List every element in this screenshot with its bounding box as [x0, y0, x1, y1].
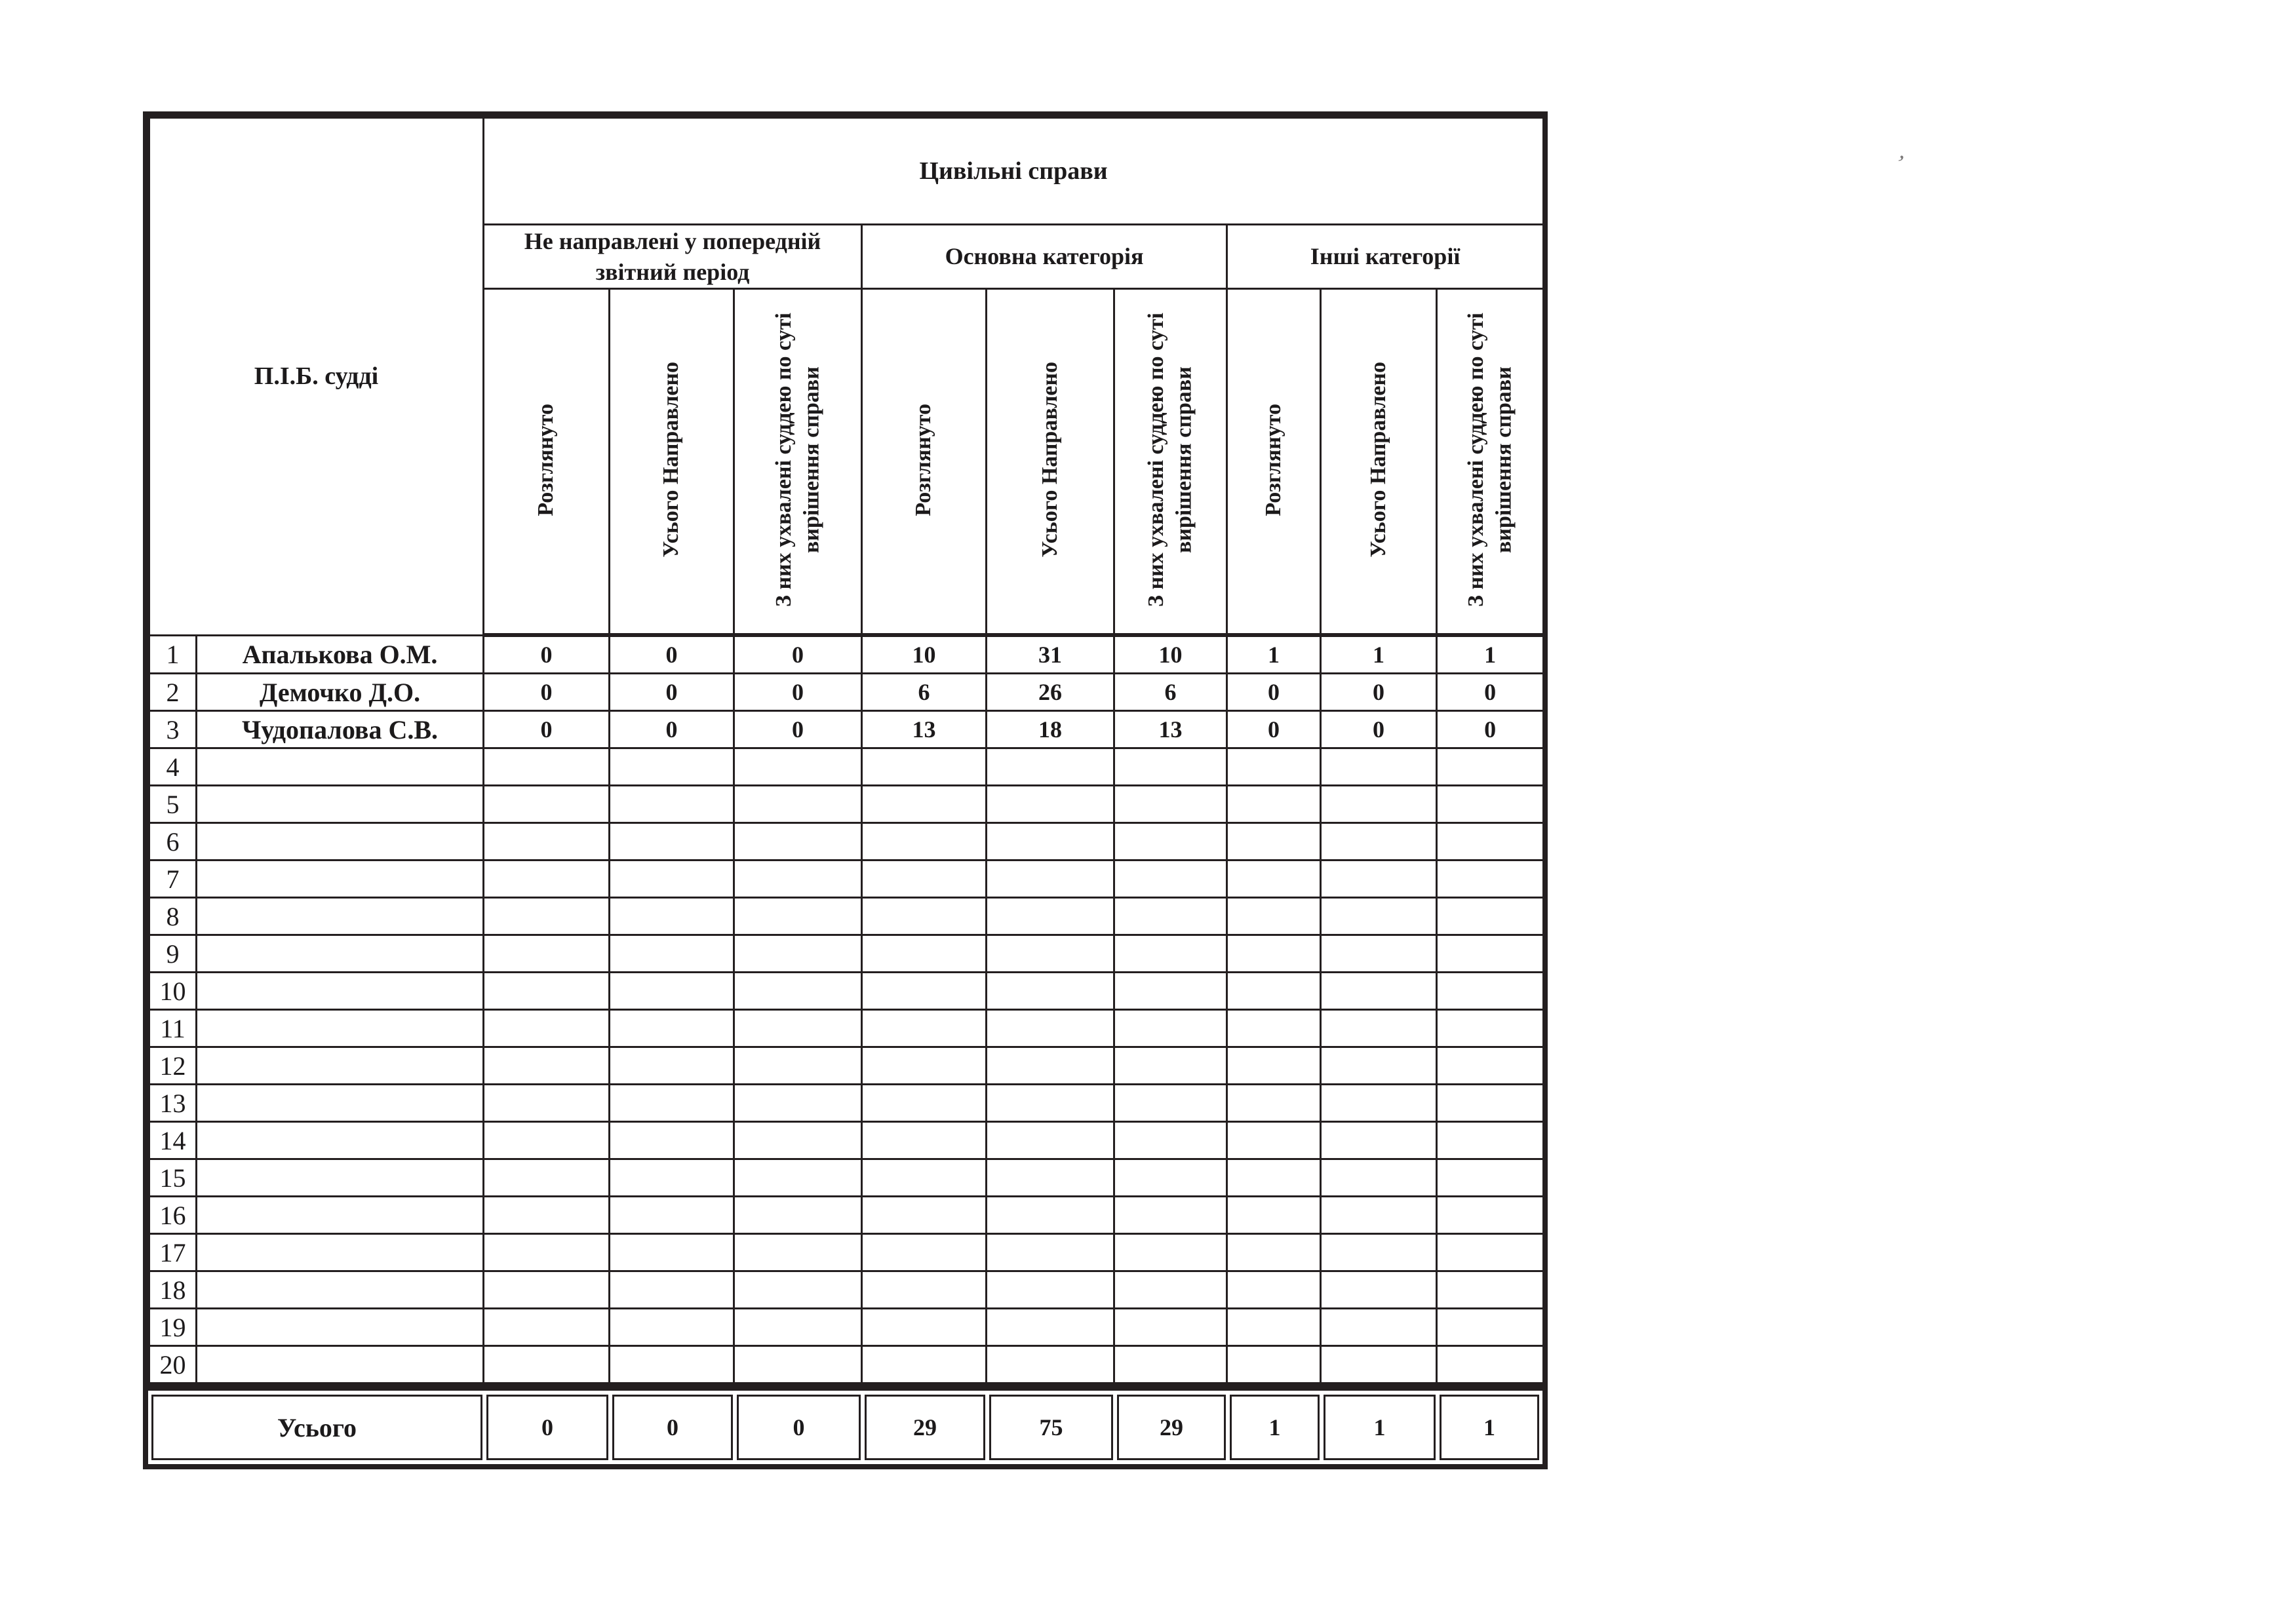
value-cell: 18 — [987, 711, 1114, 748]
judge-name — [197, 1346, 484, 1383]
value-cell — [987, 1122, 1114, 1159]
table-row — [149, 1309, 1544, 1346]
value-cell: 0 — [1437, 674, 1544, 711]
table-row — [149, 1085, 1544, 1122]
value-cell — [734, 1346, 862, 1383]
value-cell — [1437, 973, 1544, 1010]
value-cell — [1114, 860, 1227, 898]
judge-name — [197, 748, 484, 786]
value-cell — [987, 860, 1114, 898]
value-cell — [610, 1010, 734, 1047]
totals-label: Усього — [151, 1395, 482, 1460]
value-cell — [1321, 973, 1437, 1010]
value-cell — [1321, 1159, 1437, 1197]
subheader-considered — [484, 289, 610, 636]
value-cell: 0 — [1437, 711, 1544, 748]
judge-name: Демочко Д.О. — [197, 674, 484, 711]
total-value-cell: 0 — [612, 1395, 733, 1460]
subheader-label: Усього Направлено — [659, 362, 684, 558]
value-cell — [734, 786, 862, 823]
value-cell — [734, 1085, 862, 1122]
judge-name — [197, 1085, 484, 1122]
judge-name — [197, 935, 484, 973]
table-row — [149, 860, 1544, 898]
judge-name — [197, 1122, 484, 1159]
table-row — [149, 1271, 1544, 1309]
value-cell — [1321, 1271, 1437, 1309]
table-row — [149, 1010, 1544, 1047]
row-number: 9 — [149, 935, 197, 973]
value-cell — [484, 1234, 610, 1271]
value-cell — [1321, 1085, 1437, 1122]
total-value-cell: 29 — [865, 1395, 985, 1460]
value-cell: 0 — [610, 711, 734, 748]
value-cell — [1227, 1010, 1321, 1047]
value-cell — [1227, 898, 1321, 935]
value-cell — [862, 1010, 987, 1047]
subheader-considered — [1227, 289, 1321, 636]
total-value-cell: 0 — [737, 1395, 861, 1460]
value-cell — [610, 935, 734, 973]
row-number: 8 — [149, 898, 197, 935]
value-cell — [1114, 1197, 1227, 1234]
value-cell — [1114, 786, 1227, 823]
value-cell — [1437, 1309, 1544, 1346]
value-cell: 0 — [734, 674, 862, 711]
table-row — [149, 635, 1544, 674]
value-cell — [484, 1309, 610, 1346]
value-cell — [734, 898, 862, 935]
row-number: 20 — [149, 1346, 197, 1383]
value-cell — [1321, 1309, 1437, 1346]
subheader-total-sent — [987, 289, 1114, 636]
value-cell: 0 — [734, 711, 862, 748]
row-number: 5 — [149, 786, 197, 823]
row-number: 14 — [149, 1122, 197, 1159]
value-cell: 0 — [1227, 711, 1321, 748]
value-cell: 0 — [610, 674, 734, 711]
value-cell — [862, 786, 987, 823]
table-row — [149, 973, 1544, 1010]
value-cell — [484, 823, 610, 860]
value-cell: 1 — [1437, 635, 1544, 674]
value-cell — [1437, 1085, 1544, 1122]
row-number: 1 — [149, 635, 197, 674]
subheader-label: З них ухвалені суддею по суті вирішення справи — [771, 313, 824, 607]
judge-name — [197, 823, 484, 860]
judge-name-header: П.І.Б. судді — [149, 118, 484, 636]
table-row — [149, 1047, 1544, 1085]
value-cell — [1227, 1047, 1321, 1085]
row-number: 2 — [149, 674, 197, 711]
value-cell — [862, 1309, 987, 1346]
value-cell: 0 — [734, 635, 862, 674]
value-cell — [1227, 1197, 1321, 1234]
value-cell — [1114, 1271, 1227, 1309]
value-cell: 0 — [610, 635, 734, 674]
value-cell — [1321, 823, 1437, 860]
table-row — [149, 1346, 1544, 1383]
value-cell — [484, 1159, 610, 1197]
value-cell — [1321, 860, 1437, 898]
value-cell — [862, 1047, 987, 1085]
table-row — [149, 711, 1544, 748]
value-cell — [484, 1197, 610, 1234]
value-cell: 13 — [1114, 711, 1227, 748]
value-cell — [1114, 935, 1227, 973]
value-cell — [987, 1309, 1114, 1346]
value-cell — [1227, 1234, 1321, 1271]
value-cell — [734, 1234, 862, 1271]
value-cell — [1114, 1159, 1227, 1197]
value-cell — [1227, 786, 1321, 823]
table-row — [149, 1122, 1544, 1159]
value-cell: 0 — [1227, 674, 1321, 711]
totals-row — [148, 1384, 1542, 1464]
group-header-main-category: Основна категорія — [862, 225, 1227, 289]
value-cell — [734, 860, 862, 898]
value-cell — [987, 1197, 1114, 1234]
value-cell: 1 — [1321, 635, 1437, 674]
value-cell — [734, 823, 862, 860]
subheader-total-sent — [610, 289, 734, 636]
value-cell — [610, 1159, 734, 1197]
value-cell: 6 — [1114, 674, 1227, 711]
subheader-label: З них ухвалені суддею по суті вирішення справи — [1463, 313, 1516, 607]
value-cell — [610, 1047, 734, 1085]
value-cell — [484, 935, 610, 973]
value-cell — [734, 1271, 862, 1309]
value-cell — [987, 935, 1114, 973]
value-cell — [1114, 1309, 1227, 1346]
scan-artifact-mark: ’ — [1892, 149, 1908, 177]
row-number: 15 — [149, 1159, 197, 1197]
value-cell — [987, 898, 1114, 935]
judge-name — [197, 973, 484, 1010]
civil-cases-header: Цивільні справи — [484, 118, 1544, 225]
value-cell — [987, 1346, 1114, 1383]
table-row — [149, 1159, 1544, 1197]
header-row-title — [149, 118, 1544, 225]
value-cell: 10 — [1114, 635, 1227, 674]
value-cell — [987, 973, 1114, 1010]
value-cell — [1321, 1197, 1437, 1234]
value-cell — [1114, 1346, 1227, 1383]
table-body — [149, 635, 1544, 1383]
judge-name — [197, 1047, 484, 1085]
value-cell — [862, 1085, 987, 1122]
value-cell — [734, 1010, 862, 1047]
value-cell — [610, 860, 734, 898]
value-cell — [1114, 1047, 1227, 1085]
court-statistics-table — [143, 111, 1548, 1469]
value-cell — [1114, 1085, 1227, 1122]
value-cell — [610, 1085, 734, 1122]
total-value-cell: 29 — [1117, 1395, 1226, 1460]
row-number: 4 — [149, 748, 197, 786]
subheader-total-sent — [1321, 289, 1437, 636]
value-cell — [1114, 1122, 1227, 1159]
row-number: 6 — [149, 823, 197, 860]
row-number: 19 — [149, 1309, 197, 1346]
judge-name — [197, 860, 484, 898]
value-cell — [862, 1197, 987, 1234]
value-cell — [1227, 1085, 1321, 1122]
value-cell — [484, 1085, 610, 1122]
value-cell — [610, 786, 734, 823]
subheader-label: З них ухвалені суддею по суті вирішення справи — [1144, 313, 1196, 607]
value-cell — [1227, 1346, 1321, 1383]
statistics-grid — [148, 117, 1544, 1384]
value-cell — [862, 898, 987, 935]
value-cell — [1227, 1122, 1321, 1159]
value-cell — [1227, 748, 1321, 786]
value-cell: 0 — [484, 674, 610, 711]
row-number: 3 — [149, 711, 197, 748]
value-cell: 1 — [1227, 635, 1321, 674]
value-cell — [1437, 748, 1544, 786]
value-cell — [734, 935, 862, 973]
judge-name — [197, 1159, 484, 1197]
judge-name — [197, 1309, 484, 1346]
value-cell — [1114, 748, 1227, 786]
value-cell: 13 — [862, 711, 987, 748]
value-cell — [610, 1197, 734, 1234]
row-number: 18 — [149, 1271, 197, 1309]
value-cell — [1114, 1010, 1227, 1047]
value-cell — [987, 1159, 1114, 1197]
value-cell — [734, 748, 862, 786]
judge-name — [197, 1234, 484, 1271]
row-number: 16 — [149, 1197, 197, 1234]
value-cell — [734, 1159, 862, 1197]
value-cell — [1227, 860, 1321, 898]
value-cell — [1321, 1047, 1437, 1085]
value-cell — [734, 973, 862, 1010]
value-cell — [862, 1234, 987, 1271]
value-cell — [1114, 973, 1227, 1010]
value-cell — [987, 1047, 1114, 1085]
total-value-cell: 0 — [486, 1395, 608, 1460]
value-cell — [484, 1122, 610, 1159]
value-cell — [484, 1010, 610, 1047]
judge-name — [197, 898, 484, 935]
value-cell — [484, 898, 610, 935]
value-cell — [862, 1159, 987, 1197]
value-cell — [610, 1309, 734, 1346]
value-cell — [1227, 823, 1321, 860]
subheader-label: Усього Направлено — [1037, 362, 1062, 558]
value-cell — [610, 1346, 734, 1383]
value-cell — [610, 1234, 734, 1271]
value-cell — [1321, 898, 1437, 935]
value-cell — [1321, 748, 1437, 786]
value-cell — [862, 748, 987, 786]
total-value-cell: 1 — [1324, 1395, 1436, 1460]
value-cell — [484, 1271, 610, 1309]
value-cell: 0 — [484, 711, 610, 748]
value-cell — [484, 973, 610, 1010]
subheader-decided-by-judge — [1114, 289, 1227, 636]
value-cell — [610, 1122, 734, 1159]
value-cell: 0 — [1321, 674, 1437, 711]
value-cell — [484, 786, 610, 823]
value-cell — [1321, 1234, 1437, 1271]
value-cell — [987, 1271, 1114, 1309]
value-cell — [862, 823, 987, 860]
subheader-decided-by-judge — [1437, 289, 1544, 636]
judge-name — [197, 786, 484, 823]
value-cell — [1321, 786, 1437, 823]
value-cell — [987, 1234, 1114, 1271]
value-cell: 26 — [987, 674, 1114, 711]
row-number: 12 — [149, 1047, 197, 1085]
value-cell — [734, 1309, 862, 1346]
judge-name: Апалькова О.М. — [197, 635, 484, 674]
value-cell — [1321, 935, 1437, 973]
table-row — [149, 823, 1544, 860]
value-cell — [862, 1346, 987, 1383]
group-header-other-categories: Інші категорії — [1227, 225, 1544, 289]
value-cell — [1321, 1010, 1437, 1047]
value-cell — [1437, 898, 1544, 935]
group-header-not-sent: Не направлені у попередній звітний період — [484, 225, 862, 289]
value-cell — [1321, 1346, 1437, 1383]
value-cell — [484, 1346, 610, 1383]
table-row — [149, 748, 1544, 786]
row-number: 11 — [149, 1010, 197, 1047]
value-cell — [1227, 1271, 1321, 1309]
value-cell — [610, 973, 734, 1010]
value-cell: 6 — [862, 674, 987, 711]
value-cell — [1437, 1197, 1544, 1234]
judge-name — [197, 1197, 484, 1234]
value-cell — [1114, 1234, 1227, 1271]
value-cell — [734, 1197, 862, 1234]
value-cell — [1321, 1122, 1437, 1159]
value-cell — [1437, 1271, 1544, 1309]
value-cell — [987, 786, 1114, 823]
value-cell — [1437, 1047, 1544, 1085]
row-number: 17 — [149, 1234, 197, 1271]
subheader-label: Усього Направлено — [1365, 362, 1390, 558]
value-cell — [1437, 823, 1544, 860]
value-cell — [610, 748, 734, 786]
value-cell — [734, 1122, 862, 1159]
row-number: 13 — [149, 1085, 197, 1122]
judge-name: Чудопалова С.В. — [197, 711, 484, 748]
table-row — [149, 1234, 1544, 1271]
subheader-decided-by-judge — [734, 289, 862, 636]
judge-name — [197, 1271, 484, 1309]
value-cell — [987, 823, 1114, 860]
value-cell — [1437, 860, 1544, 898]
table-row — [149, 674, 1544, 711]
value-cell — [610, 1271, 734, 1309]
total-value-cell: 75 — [989, 1395, 1113, 1460]
value-cell: 0 — [484, 635, 610, 674]
total-value-cell: 1 — [1440, 1395, 1539, 1460]
total-value-cell: 1 — [1230, 1395, 1320, 1460]
judge-name — [197, 1010, 484, 1047]
value-cell — [987, 1010, 1114, 1047]
table-row — [149, 935, 1544, 973]
value-cell — [862, 1122, 987, 1159]
value-cell — [1437, 1122, 1544, 1159]
value-cell — [1437, 1234, 1544, 1271]
value-cell — [610, 898, 734, 935]
value-cell — [862, 860, 987, 898]
value-cell — [1227, 973, 1321, 1010]
table-row — [149, 1197, 1544, 1234]
value-cell — [862, 973, 987, 1010]
value-cell — [484, 1047, 610, 1085]
value-cell — [1227, 1309, 1321, 1346]
value-cell: 10 — [862, 635, 987, 674]
value-cell — [734, 1047, 862, 1085]
table-row — [149, 898, 1544, 935]
value-cell — [1437, 1346, 1544, 1383]
value-cell — [610, 823, 734, 860]
value-cell — [484, 748, 610, 786]
value-cell — [987, 748, 1114, 786]
value-cell — [1227, 935, 1321, 973]
value-cell — [987, 1085, 1114, 1122]
value-cell — [1437, 1159, 1544, 1197]
subheader-label: Розглянуто — [911, 403, 936, 516]
value-cell — [1437, 935, 1544, 973]
table-row — [149, 786, 1544, 823]
subheader-label: Розглянуто — [1261, 403, 1285, 516]
value-cell — [862, 1271, 987, 1309]
value-cell — [484, 860, 610, 898]
row-number: 7 — [149, 860, 197, 898]
subheader-considered — [862, 289, 987, 636]
value-cell — [862, 935, 987, 973]
subheader-label: Розглянуто — [534, 403, 559, 516]
row-number: 10 — [149, 973, 197, 1010]
value-cell — [1114, 823, 1227, 860]
value-cell — [1437, 1010, 1544, 1047]
value-cell: 31 — [987, 635, 1114, 674]
value-cell — [1114, 898, 1227, 935]
value-cell — [1227, 1159, 1321, 1197]
value-cell — [1437, 786, 1544, 823]
value-cell: 0 — [1321, 711, 1437, 748]
